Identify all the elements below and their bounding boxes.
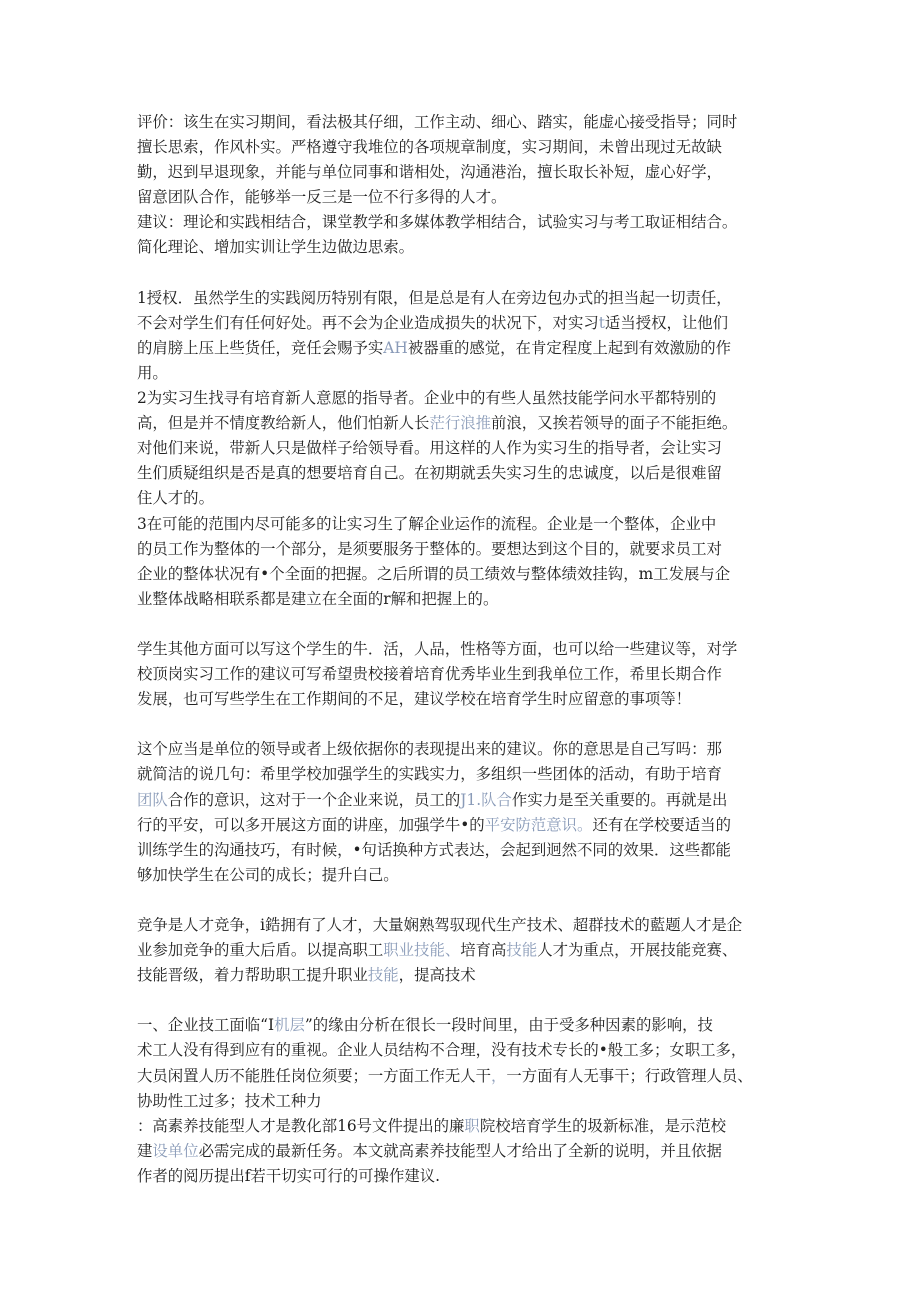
- text-line: 够加快学生在公司的成长；提升白己。: [137, 865, 399, 884]
- text-segment: 作实力是至关重要的。再就是出: [511, 790, 728, 809]
- text-line: 作者的阅历提出f若干切实可行的可操作建议.: [137, 1166, 441, 1185]
- text-line: 这个应当是单位的领导或者上级依据你的表现提出来的建议。你的意思是自己写吗：那: [137, 740, 722, 759]
- link-text[interactable]: 团队: [137, 790, 168, 809]
- evaluation-paragraph: [137, 110, 797, 261]
- text-line: 企业的整体状况有•个全面的把握。之后所谓的员工绩效与整体绩效挂钩，m工发展与企: [137, 564, 731, 583]
- document-page: [137, 110, 797, 1189]
- text-segment: ：高素养技能型人才是教化部16号文件提出的廉: [137, 1116, 465, 1135]
- link-text[interactable]: 职: [464, 1116, 480, 1135]
- text-line: 建议：理论和实践相结合，课堂教学和多媒体教学相结合，试验实习与考工取证相结合。: [137, 213, 738, 232]
- text-line: [137, 1013, 797, 1038]
- leader-suggestion-paragraph: [137, 737, 797, 888]
- link-text[interactable]: 茫行浪推: [429, 414, 492, 433]
- text-line: 评价：该生在实习期间，看法极其仔细，工作主动、细心、踏实，能虚心接受指导；同时: [137, 113, 738, 131]
- text-segment: 行的平安，可以多开展这方面的讲座，加强学牛•的: [137, 815, 485, 834]
- text-line: 就简洁的说几句：希里学校加强学生的实践实力，多组织一些团体的活动，有助于培育: [137, 765, 722, 784]
- text-segment: 合作的意识，这对于一个企业来说，员工的: [167, 790, 461, 809]
- text-line: [137, 311, 797, 336]
- text-line: 学生其他方面可以写这个学生的牛．活，人品，性格等方面，也可以给一些建议等，对学: [137, 639, 738, 658]
- text-segment: 一方面有人无事干；行政管理人员、: [506, 1066, 753, 1085]
- paragraph-gap: [137, 261, 797, 286]
- text-segment: 业参加竞争的重大后盾。以提高职工: [137, 941, 384, 960]
- text-line: [137, 813, 797, 838]
- text-line: 用。: [137, 363, 168, 382]
- text-segment: 适当授权，让他们: [604, 313, 729, 332]
- text-segment: 的肩膀上压上些货任，竞任会赐予实: [137, 338, 384, 357]
- other-aspects-paragraph: [137, 637, 797, 712]
- link-text[interactable]: 设单位: [152, 1141, 199, 1160]
- text-line: [137, 1139, 797, 1164]
- paragraph-gap: [137, 888, 797, 913]
- link-text[interactable]: AH: [383, 338, 408, 357]
- link-text[interactable]: t: [598, 313, 605, 332]
- suggestions-list-paragraph: [137, 286, 797, 612]
- text-line: 留意团队合作，能够举一反三是一位不行多得的人才。: [137, 188, 507, 207]
- text-line: 的员工作为整体的一个部分，是须要服务于整体的。要想达到这个目的，就要求员工对: [137, 539, 722, 558]
- text-line: 协助性工过多；技术工种力: [137, 1091, 322, 1110]
- text-line: 勤，迟到早退现象，并能与单位同事和谐相处，沟通港治，擅长取长补短，虚心好学，: [137, 163, 722, 182]
- text-line: 住人才的。: [137, 489, 214, 508]
- link-text[interactable]: 技能: [506, 941, 538, 960]
- text-line: [137, 1064, 797, 1089]
- link-text[interactable]: ，: [491, 1066, 507, 1085]
- text-line: [137, 336, 797, 361]
- text-line: [137, 1114, 797, 1139]
- text-segment: 技能晋级，着力帮助职工提升职业: [137, 966, 368, 985]
- text-line: 竞争是人才竞争，i鋯拥有了人才，大量娴熟驾驭现代生产技术、超群技术的藍题人才是企: [137, 916, 743, 934]
- text-line: 生们质疑组织是否是真的想要培育自己。在初期就丢失实习生的忠诚度，以后是很难留: [137, 464, 722, 483]
- text-segment: 必需完成的最新任务。本文就高素养技能型人才给出了全新的说明，并且依据: [198, 1141, 722, 1160]
- paragraph-gap: [137, 988, 797, 1013]
- text-segment: 人才为重点，开展技能竞赛、: [537, 941, 738, 960]
- link-text[interactable]: 职业技能、: [383, 941, 461, 960]
- text-segment: I: [268, 1016, 275, 1035]
- text-line: 校顶岗实习工作的建议可写希望贵校接着培育优秀毕业生到我单位工作，希里长期合作: [137, 665, 722, 684]
- skilled-workers-paragraph: [137, 1013, 797, 1189]
- text-line: 简化理论、增加实训让学生边做边思索。: [137, 238, 415, 257]
- link-text[interactable]: 平安防范意识。: [484, 815, 593, 834]
- link-text[interactable]: 机层: [274, 1016, 305, 1035]
- talent-competition-paragraph: [137, 913, 797, 988]
- text-line: 训练学生的沟通技巧，有时候，•句话换种方式表达，会起到迥然不同的效果．这些都能: [137, 840, 731, 859]
- text-line: [137, 788, 797, 813]
- text-line: 擅长思索，作风朴实。严格遵守我堆位的各项规章制度，实习期间，未曾出现过无故缺: [137, 138, 722, 157]
- text-segment: ，提高技术: [398, 966, 476, 985]
- text-segment: 被器重的感觉，在肯定程度上起到有效激励的作: [407, 338, 732, 357]
- text-line: 术工人没有得到应有的重视。企业人员结构不合理，没有技术专长的•般工多；女职工多，: [137, 1041, 747, 1060]
- paragraph-gap: [137, 712, 797, 737]
- text-segment: 高，但是并不情度教给新人，他们怕新人长: [137, 414, 430, 433]
- text-line: 对他们来说，带新人只是做样子给领导看。用这样的人作为实习生的指导者，会让实习: [137, 439, 722, 458]
- text-segment: 院校培育学生的圾新标准，是示范校: [479, 1116, 727, 1135]
- text-line: [137, 963, 797, 988]
- text-line: [137, 411, 797, 436]
- text-line: 2为实习生找寻有培育新人意愿的指导者。企业中的有些人虽然技能学问水平都特别的: [137, 389, 717, 408]
- text-line: 3在可能的范围内尽可能多的让实习生了解企业运作的流程。企业是一个整体，企业中: [137, 514, 717, 533]
- text-segment: 建: [137, 1141, 153, 1160]
- text-line: 发展，也可写些学生在工作期间的不足，建议学校在培育学生时应留意的事项等！: [137, 690, 692, 709]
- link-text[interactable]: 技能: [367, 966, 399, 985]
- text-segment: 一、企业技工面临“: [137, 1016, 268, 1035]
- text-line: [137, 938, 797, 963]
- text-segment: 大员闲置人历不能胜任岗位须要；一方面工作无人干: [137, 1066, 491, 1085]
- text-segment: 还有在学校要适当的: [592, 815, 731, 834]
- link-text[interactable]: J1.队合: [460, 790, 512, 809]
- text-segment: 不会对学生们有任何好处。再不会为企业造成损失的状况下，对实习: [137, 313, 599, 332]
- paragraph-gap: [137, 612, 797, 637]
- text-segment: 前浪，又挨若领导的面子不能拒绝。: [491, 414, 738, 433]
- text-segment: ”的缘由分析在很长一段时间里，由于受多种因素的影响，技: [304, 1016, 713, 1035]
- text-line: 1授权．虽然学生的实践阅历特别有限，但是总是有人在旁边包办式的担当起一切责任，: [137, 288, 732, 307]
- text-line: 业整体战略相联系都是建立在全面的r解和把握上的。: [137, 589, 499, 608]
- text-segment: 培育高: [460, 941, 507, 960]
